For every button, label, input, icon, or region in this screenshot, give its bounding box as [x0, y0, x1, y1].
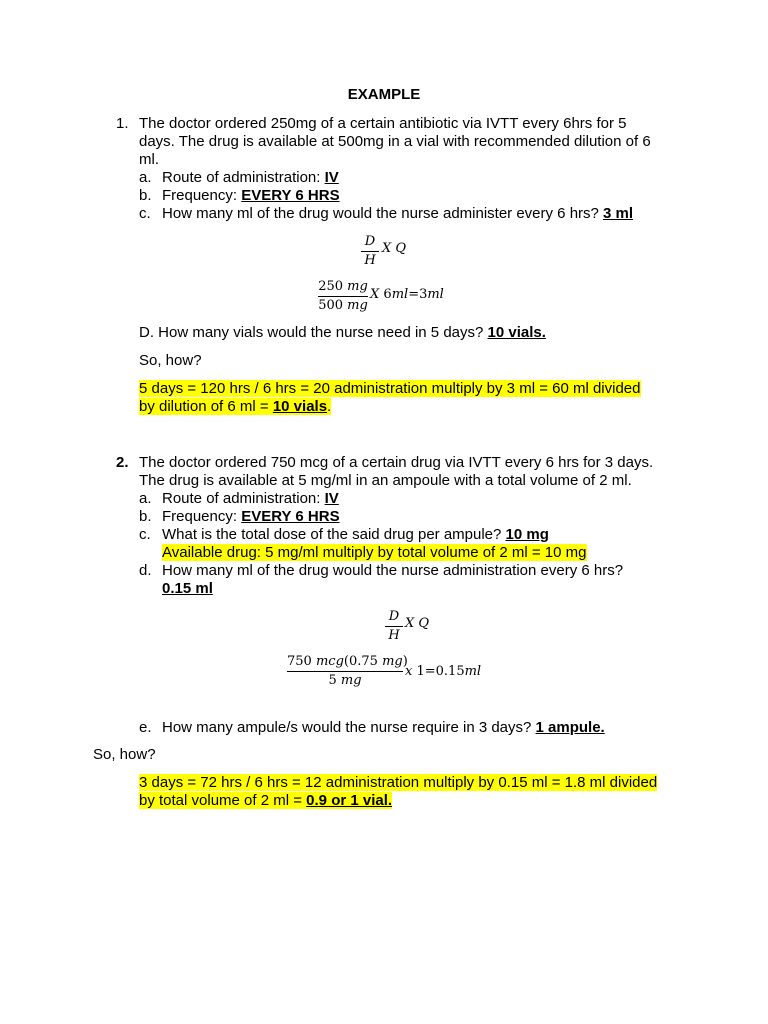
- q1-c-answer: 3 ml: [603, 205, 634, 222]
- q1-so-how: So, how?: [139, 352, 202, 369]
- q2-formula-rest: [405, 663, 481, 681]
- q2-num-close: ): [402, 654, 408, 669]
- q2-formula-denominator: [287, 672, 403, 690]
- q1-text-line2: days. The drug is available at 500mg in a vial with recommended dilution of 6: [139, 133, 651, 150]
- q2-rest-x: x: [405, 664, 413, 679]
- q1-d-answer: 10 vials.: [487, 324, 546, 341]
- q2-c-answer: 10 mg: [505, 526, 549, 543]
- q2-formula-h: H: [388, 628, 400, 643]
- q2-d-text: How many ml of the drug would the nurse administration every 6 hrs?: [162, 562, 624, 579]
- q1-hl-line2-end: .: [327, 398, 332, 415]
- q2-hl-line2-answer: 0.9 or 1 vial.: [306, 792, 393, 809]
- q1-c-letter: c.: [139, 205, 151, 222]
- q1-text-line3: ml.: [139, 151, 159, 168]
- q2-b-text: Frequency:: [162, 508, 242, 525]
- q1-num-unit: mg: [347, 279, 368, 294]
- q2-formula-xq: X Q: [405, 616, 430, 631]
- q2-text-line1: The doctor ordered 750 mcg of a certain drug via IVTT every 6 hrs for 3 days.: [139, 454, 654, 471]
- q2-a-text: Route of administration:: [162, 490, 325, 507]
- q2-item-a: [162, 490, 339, 508]
- q2-so-how: So, how?: [93, 746, 156, 763]
- q2-formula-numerator: [287, 653, 408, 671]
- q2-den-value: 5: [328, 673, 337, 688]
- q2-c-letter: c.: [139, 526, 151, 543]
- q2-num-paren: (0.75: [343, 654, 378, 669]
- q1-text-line1: The doctor ordered 250mg of a certain antibiotic via IVTT every 6hrs for 5: [139, 115, 627, 132]
- q2-c-hl-text: Available drug: 5 mg/ml multiply by total volume of 2 ml = 10 mg: [162, 544, 587, 561]
- q1-hl-line2-answer: 10 vials: [272, 398, 328, 415]
- q2-b-answer: EVERY 6 HRS: [241, 508, 340, 525]
- q2-item-e: [162, 719, 605, 737]
- q1-hl-line1-text: 5 days = 120 hrs / 6 hrs = 20 administration multiply by 3 ml = 60 ml divided: [139, 380, 641, 397]
- q2-formula-fraction: [287, 653, 408, 690]
- q2-highlight-line1: [139, 774, 657, 792]
- q2-c-highlight: [162, 544, 587, 562]
- q2-hl-line2-text: by total volume of 2 ml =: [139, 792, 307, 809]
- q1-formula-denominator: [318, 297, 368, 315]
- q2-rest-eq: 1=0.15: [416, 664, 465, 679]
- q1-a-text: Route of administration:: [162, 169, 325, 186]
- q2-item-c: [162, 526, 549, 544]
- q2-item-b: [162, 508, 340, 526]
- q1-hl-line2-text: by dilution of 6 ml =: [139, 398, 273, 415]
- q2-num-mg: mg: [382, 654, 403, 669]
- q1-item-a: [162, 169, 339, 187]
- q2-hl-line1-text: 3 days = 72 hrs / 6 hrs = 12 administration multiply by 0.15 ml = 1.8 ml divided: [139, 774, 658, 791]
- q2-e-letter: e.: [139, 719, 152, 736]
- q1-formula-fraction: [318, 278, 368, 315]
- q2-den-unit: mg: [340, 673, 362, 688]
- q1-formula-dh: [361, 233, 379, 270]
- q1-den-unit: mg: [347, 298, 368, 313]
- q2-num-mcg: mcg: [315, 654, 344, 669]
- q1-number: 1.: [116, 115, 129, 132]
- q2-d-letter: d.: [139, 562, 152, 579]
- q1-item-d: [139, 324, 546, 342]
- q1-a-answer: IV: [324, 169, 339, 186]
- q2-formula-d: D: [388, 609, 400, 624]
- q2-a-letter: a.: [139, 490, 152, 507]
- q2-e-answer: 1 ampule.: [535, 719, 605, 736]
- q1-highlight-line1: [139, 380, 641, 398]
- q1-b-answer: EVERY 6 HRS: [241, 187, 340, 204]
- q2-rest-ml: ml: [464, 664, 482, 679]
- q1-formula-rest: [370, 286, 444, 304]
- q2-d-answer-line: [162, 580, 213, 598]
- q1-a-letter: a.: [139, 169, 152, 186]
- q1-highlight-line2: [139, 398, 331, 416]
- q2-e-text: How many ampule/s would the nurse require in 3 days?: [162, 719, 536, 736]
- q1-b-text: Frequency:: [162, 187, 242, 204]
- q1-c-text: How many ml of the drug would the nurse administer every 6 hrs?: [162, 205, 604, 222]
- q1-item-c: [162, 205, 633, 223]
- q2-highlight-line2: [139, 792, 392, 810]
- q2-formula-dh: [385, 608, 403, 645]
- q1-b-letter: b.: [139, 187, 152, 204]
- q1-den-value: 500: [318, 298, 344, 313]
- q2-a-answer: IV: [324, 490, 339, 507]
- q1-num-value: 250: [318, 279, 344, 294]
- q2-num-value: 750: [287, 654, 312, 669]
- q1-rest-eq: =3: [408, 287, 428, 302]
- q1-formula-numerator: [318, 278, 368, 296]
- q1-rest-ml2: ml: [427, 287, 444, 302]
- q1-formula-xq: X Q: [382, 241, 407, 256]
- q1-rest-6: 6: [383, 287, 392, 302]
- q1-item-b: [162, 187, 340, 205]
- q2-number: 2.: [116, 454, 129, 471]
- q1-rest-x: X: [370, 287, 380, 302]
- q1-d-text: D. How many vials would the nurse need in 5 days?: [139, 324, 488, 341]
- q2-text-line2: The drug is available at 5 mg/ml in an ampoule with a total volume of 2 ml.: [139, 472, 632, 489]
- q1-formula-h: H: [364, 253, 376, 268]
- q2-b-letter: b.: [139, 508, 152, 525]
- page-title: EXAMPLE: [347, 86, 421, 103]
- q2-d-answer: 0.15 ml: [162, 580, 213, 597]
- q1-rest-ml: ml: [391, 287, 409, 302]
- q2-c-text: What is the total dose of the said drug per ampule?: [162, 526, 506, 543]
- q1-formula-d: D: [364, 234, 376, 249]
